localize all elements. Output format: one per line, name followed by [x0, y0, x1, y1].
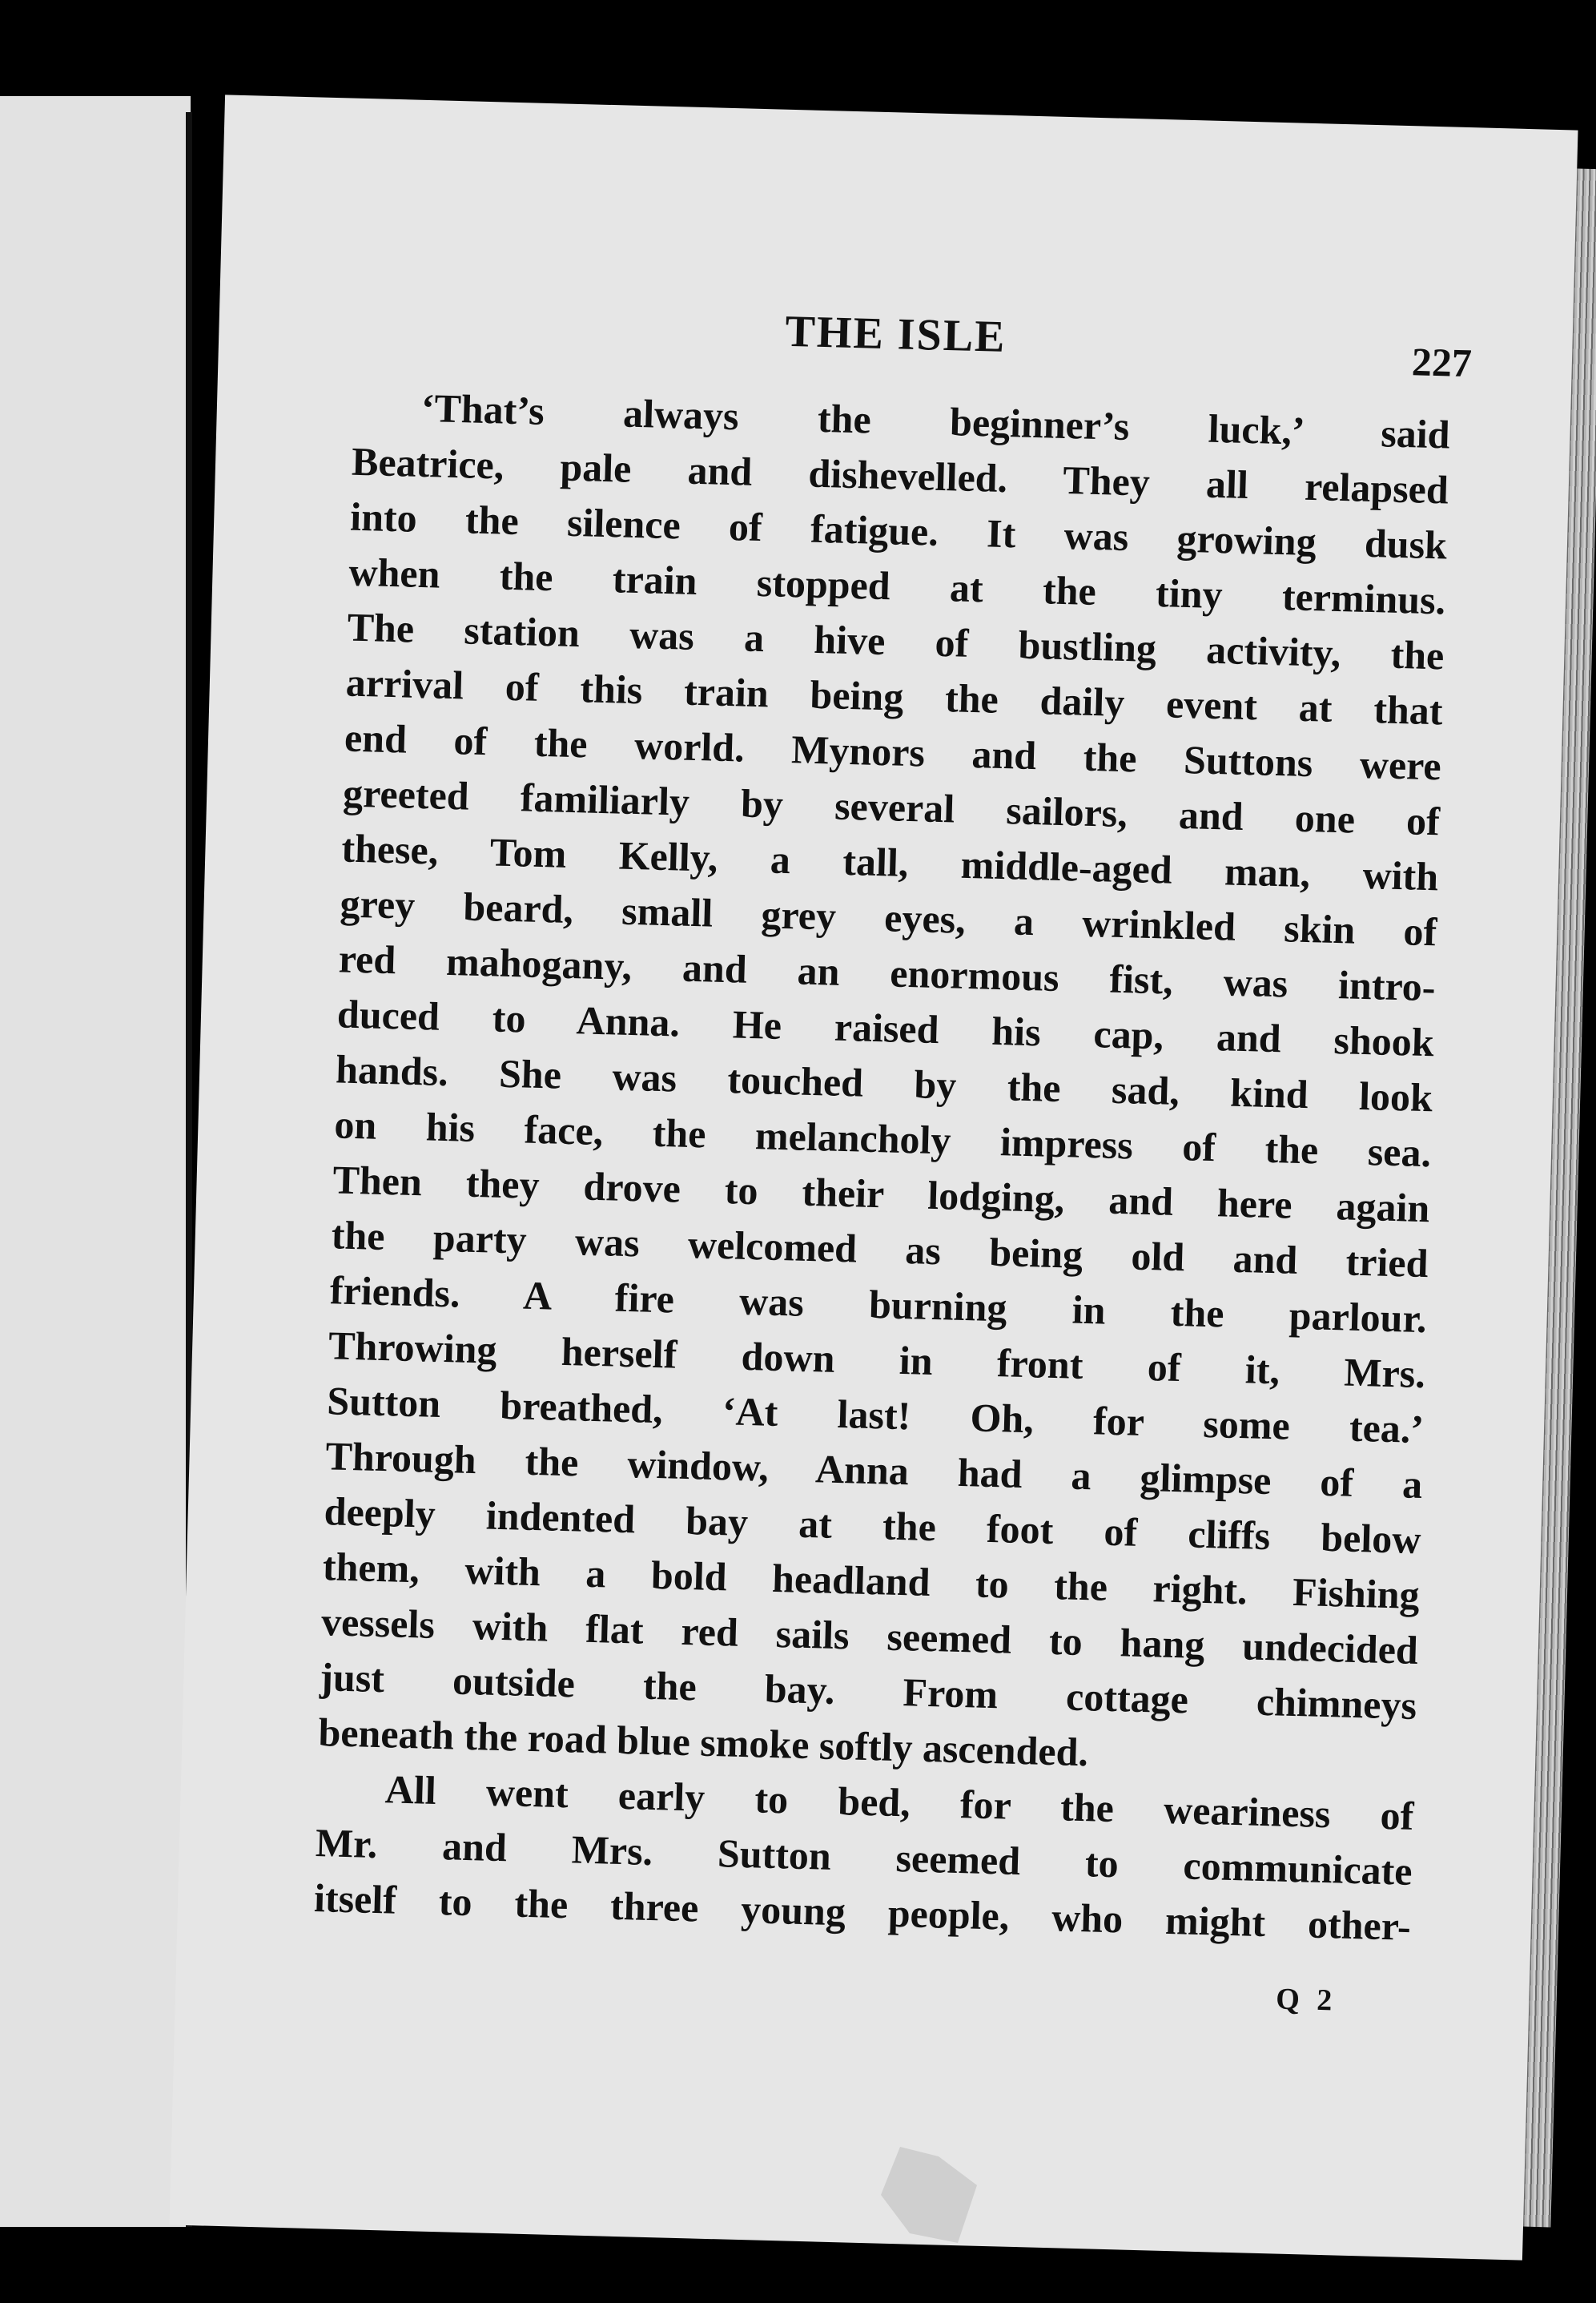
text-line: Throwing herself down in front of it, Mrs.	[328, 1323, 1426, 1397]
paragraph	[313, 1760, 1414, 1955]
text-line: Through the window, Anna had a glimpse of a	[324, 1433, 1423, 1508]
page-number: 227	[1411, 339, 1473, 386]
text-line: just outside the bay. From cottage chimneys	[319, 1654, 1417, 1728]
text-line: Beatrice, pale and dishevelled. They all relapsed	[351, 438, 1449, 513]
text-line: The station was a hive of bustling activity, the	[347, 604, 1445, 678]
facing-page	[0, 96, 191, 2227]
text-line: duced to Anna. He raised his cap, and shook	[336, 991, 1435, 1065]
book-page	[169, 95, 1578, 2260]
text-line: end of the world. Mynors and the Suttons were	[344, 715, 1442, 789]
text-line: them, with a bold headland to the right. Fishing	[322, 1544, 1421, 1618]
text-line: Mr. and Mrs. Sutton seemed to communicate	[315, 1820, 1413, 1894]
text-line: when the train stopped at the tiny terminus.	[348, 549, 1446, 623]
text-line: red mahogany, and an enormous fist, was intro-	[338, 936, 1437, 1010]
text-line: ‘That’s always the beginner’s luck,’ said	[420, 385, 1451, 457]
text-line: on his face, the melancholy impress of the sea.	[333, 1101, 1432, 1176]
text-line: hands. She was touched by the sad, kind look	[335, 1046, 1433, 1121]
text-line: friends. A fire was burning in the parlour.	[329, 1267, 1428, 1342]
text-line: Sutton breathed, ‘At last! Oh, for some tea.’	[326, 1378, 1425, 1452]
text-line: beneath the road blue smoke softly ascended.	[317, 1709, 1089, 1775]
text-line: arrival of this train being the daily event at that	[345, 659, 1444, 734]
text-line: the party was welcomed as being old and tried	[331, 1212, 1429, 1286]
text-line: All went early to bed, for the weariness of	[384, 1766, 1415, 1838]
text-line: Then they drove to their lodging, and here again	[332, 1157, 1430, 1231]
signature-mark: Q 2	[1275, 1982, 1337, 2018]
text-line: into the silence of fatigue. It was growing dusk	[349, 493, 1448, 568]
text-line: greeted familiarly by several sailors, and one of	[342, 770, 1441, 844]
running-header: THE ISLE	[784, 306, 1007, 362]
text-line: vessels with flat red sails seemed to hang undecided	[320, 1599, 1419, 1673]
text-line: deeply indented bay at the foot of cliffs below	[324, 1488, 1422, 1563]
text-line: itself to the three young people, who might other-	[313, 1875, 1412, 1949]
paragraph	[318, 379, 1451, 1789]
text-line: these, Tom Kelly, a tall, middle-aged man, with	[340, 825, 1439, 900]
body-text	[313, 379, 1450, 1955]
text-line: grey beard, small grey eyes, a wrinkled skin of	[340, 880, 1438, 955]
